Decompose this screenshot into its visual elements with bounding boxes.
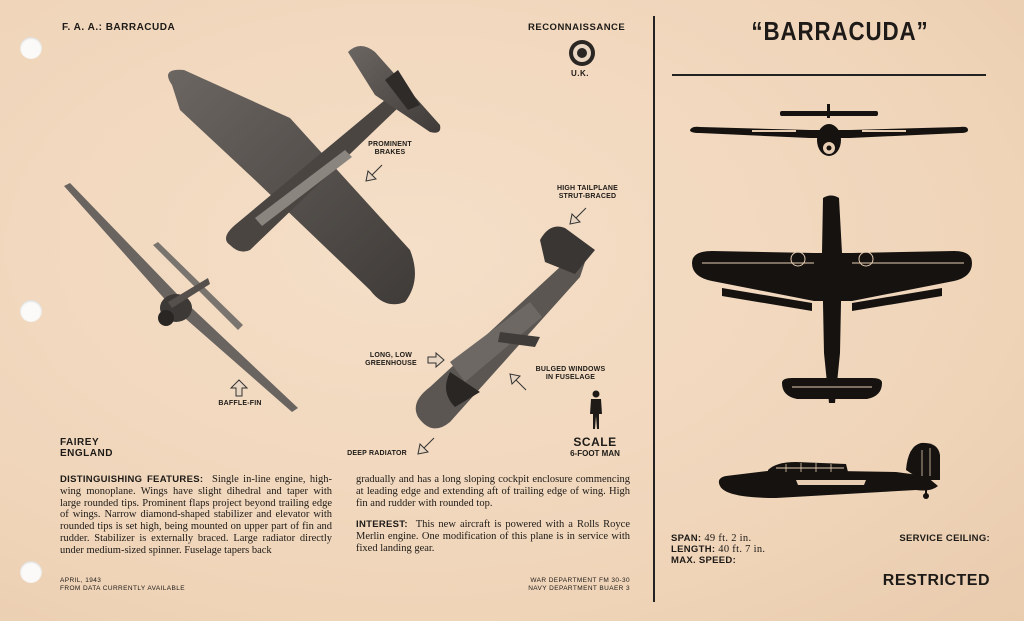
spec-speed-label: MAX. SPEED: — [671, 555, 737, 566]
arrow-icon — [230, 378, 248, 398]
aircraft-photo-side — [410, 222, 605, 437]
label-high-tailplane: HIGH TAILPLANE STRUT-BRACED — [556, 185, 618, 200]
title-rule — [672, 74, 986, 76]
card-header-left: F. A. A.: BARRACUDA — [62, 22, 176, 33]
silhouette-side — [716, 440, 946, 505]
manufacturer: FAIREY ENGLAND — [60, 437, 113, 459]
restricted-stamp: RESTRICTED — [882, 572, 990, 589]
arrow-icon — [364, 163, 384, 183]
roundel-icon — [568, 39, 596, 67]
label-greenhouse: LONG, LOW GREENHOUSE — [365, 352, 417, 367]
punch-hole — [20, 561, 42, 583]
label-prominent-brakes: PROMINENT BRAKES — [368, 141, 412, 156]
label-bulged-windows: BULGED WINDOWS IN FUSELAGE — [535, 366, 606, 381]
punch-hole — [20, 300, 42, 322]
label-baffle-fin: BAFFLE-FIN — [218, 400, 262, 407]
features-continued: gradually and has a long sloping cockpit enclosure commencing at leading edge and extending aft of trailing edge of wing. High fin and rudder with rounded top. INTEREST: This new aircraft is powered with a Rolls Royce Merlin engine. One modification of this plane is in service with fixed landing gear. — [356, 474, 630, 554]
silhouette-plan — [692, 193, 974, 413]
punch-hole — [20, 37, 42, 59]
spec-span-value: 49 ft. 2 in. — [704, 533, 752, 544]
aircraft-photo-front — [58, 180, 303, 415]
footer-date-block: APRIL, 1943 FROM DATA CURRENTLY AVAILABLE — [60, 577, 186, 592]
arrow-icon — [416, 436, 436, 456]
country-label: U.K. — [571, 69, 589, 78]
scale-man-icon — [588, 390, 604, 430]
spec-ceiling-label: SERVICE CEILING: — [899, 533, 990, 544]
arrow-icon — [426, 351, 446, 369]
spec-length-value: 40 ft. 7 in. — [718, 544, 766, 555]
arrow-icon — [568, 206, 588, 226]
card-header-right: RECONNAISSANCE — [528, 22, 626, 33]
aircraft-title: “BARRACUDA” — [751, 16, 929, 46]
label-deep-radiator: DEEP RADIATOR — [347, 450, 407, 457]
footer-dept-block: WAR DEPARTMENT FM 30-30 NAVY DEPARTMENT BUAER 3 — [528, 577, 630, 592]
arrow-icon — [508, 372, 528, 392]
spec-length-label: LENGTH: — [671, 544, 716, 555]
scale-label: SCALE 6-FOOT MAN — [570, 435, 620, 458]
column-divider — [653, 16, 655, 602]
spec-block — [671, 533, 765, 566]
silhouette-front — [690, 100, 970, 166]
distinguishing-features: DISTINGUISHING FEATURES: Single in-line engine, high-wing monoplane. Wings have slight dihedral and taper with large rounded tips. Prominent flaps project beyond trailing edge of wings. Narrow diamond-shaped stabilizer and elevator with rounded tips is set high, being mounted on upper part of fin and rudder. Stabilizer is externally braced. Large radiator directly under medium-sized spinner. Fuselage tapers back — [60, 474, 332, 556]
spec-span-label: SPAN: — [671, 533, 702, 544]
